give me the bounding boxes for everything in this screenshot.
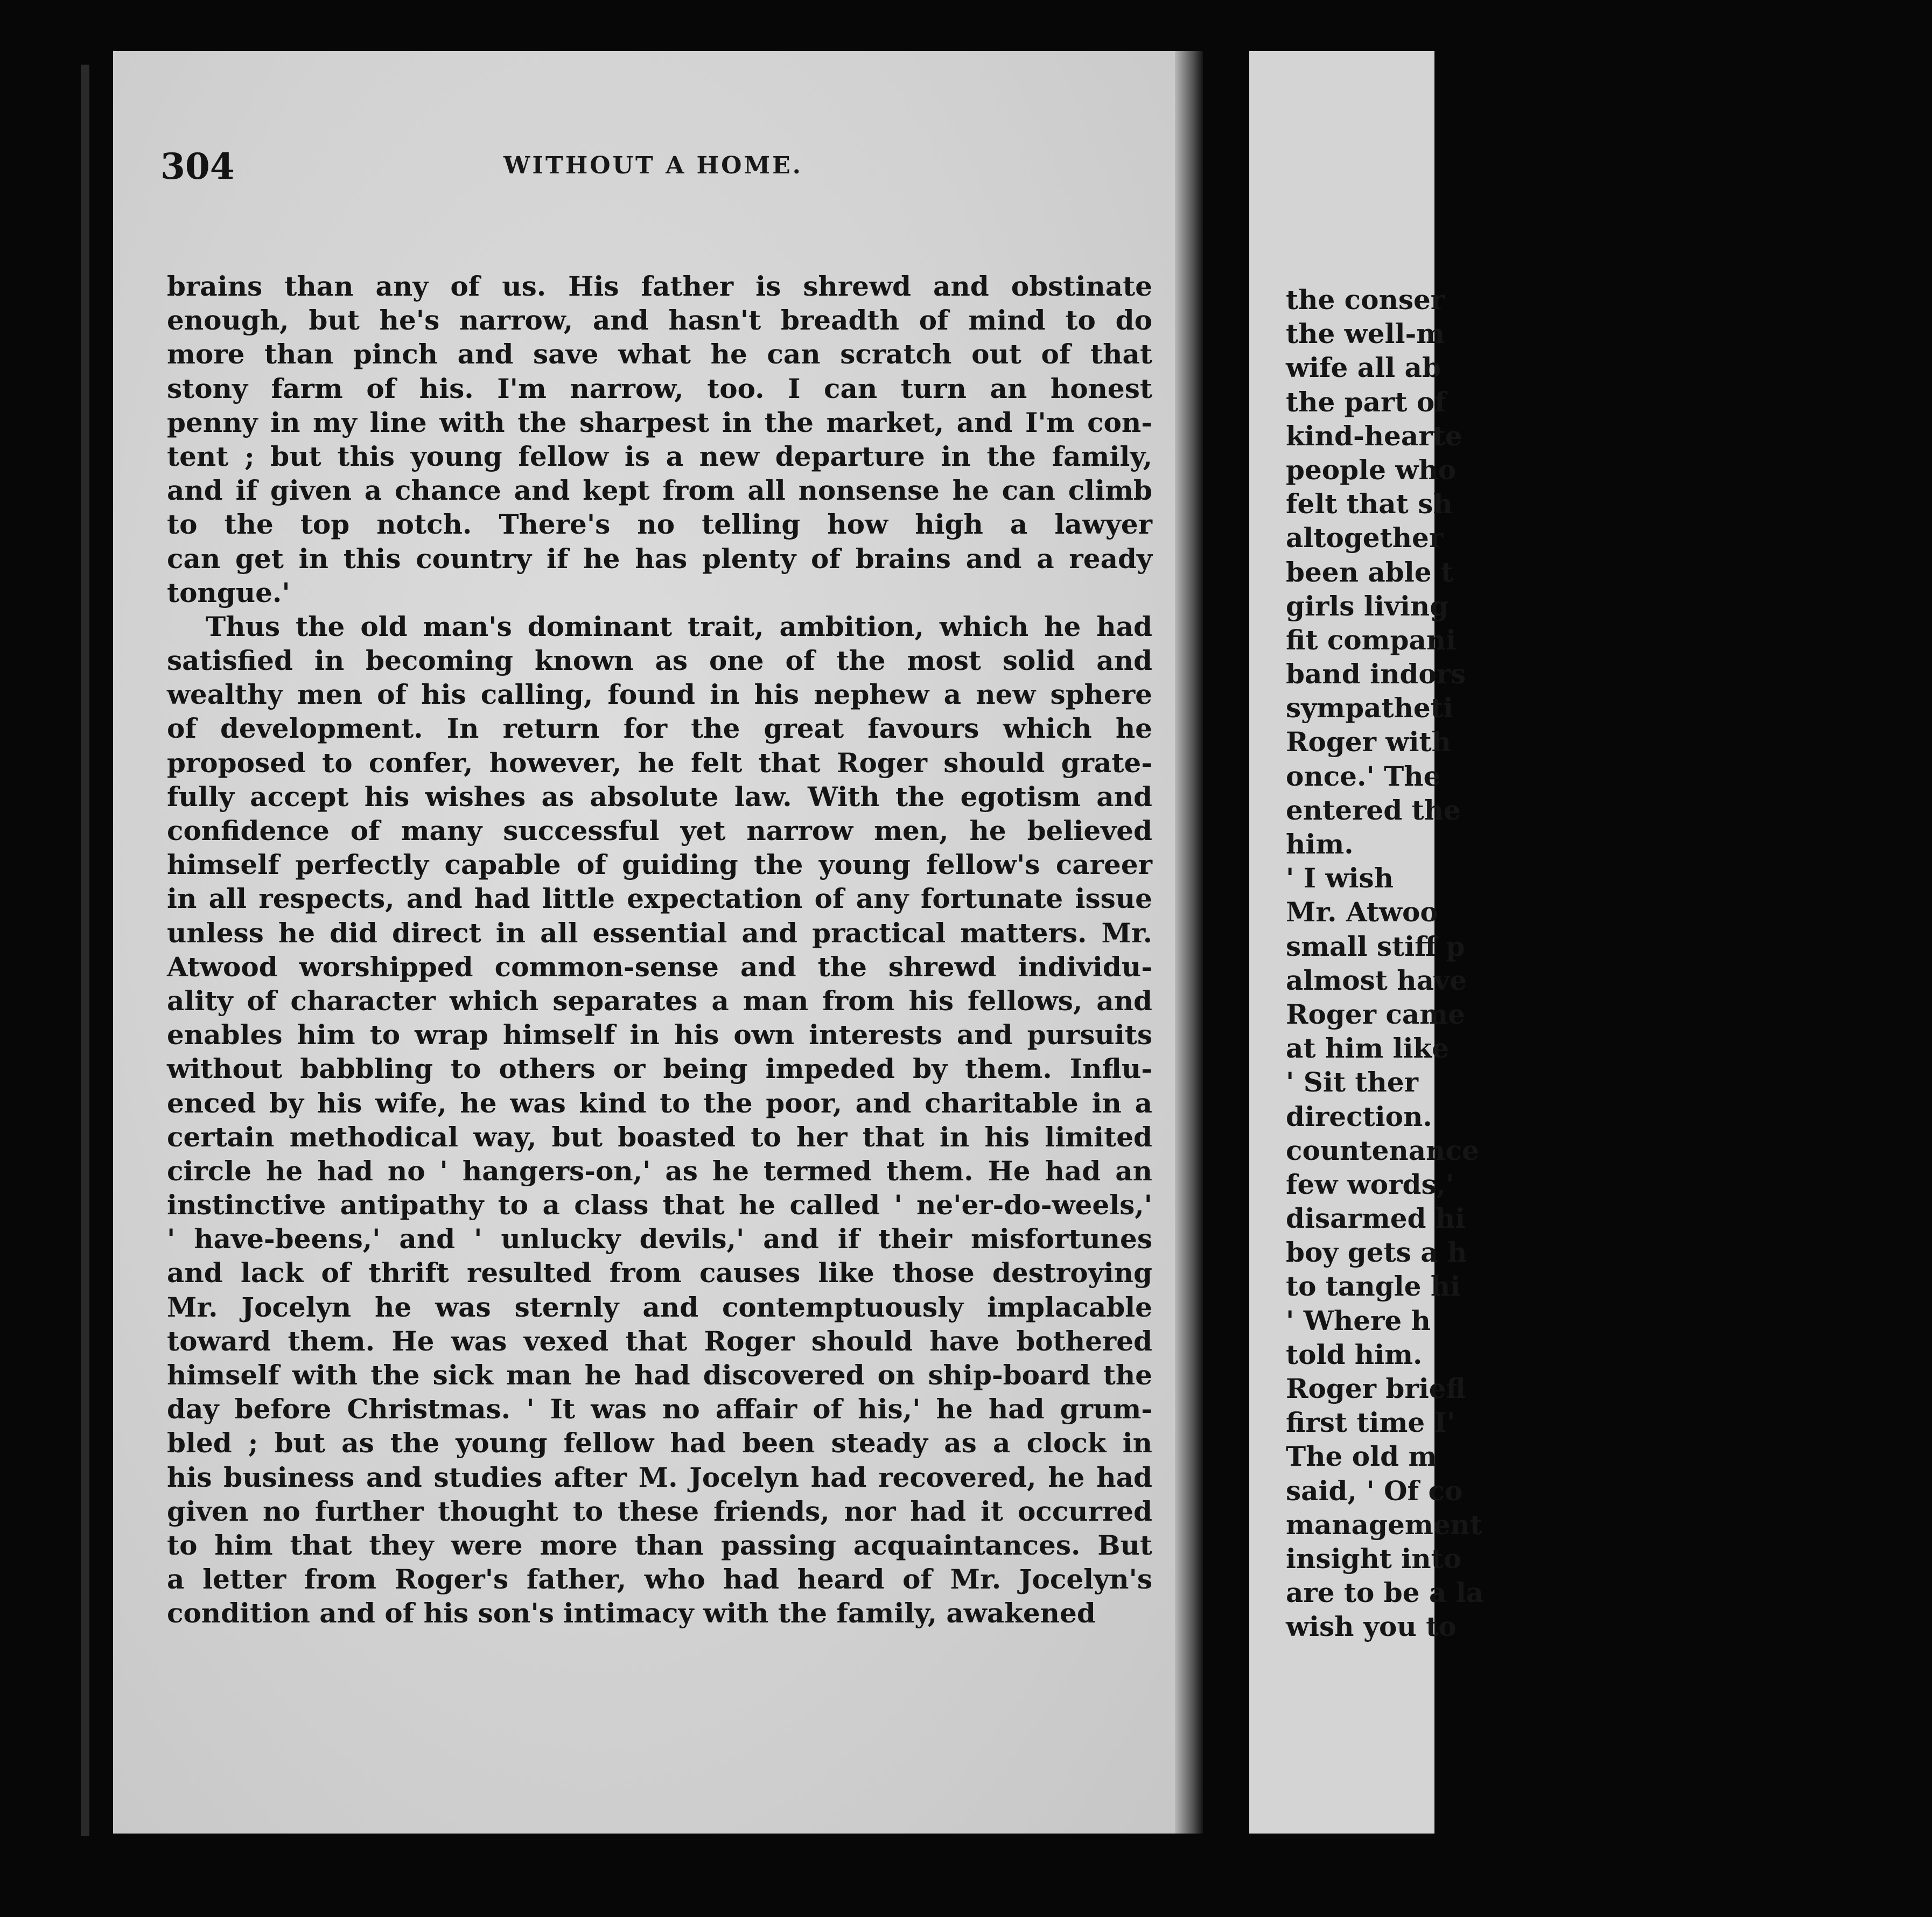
fragment-line: altogether (1286, 522, 1444, 554)
fragment-line: people who (1286, 453, 1457, 486)
fragment-line: entered the (1286, 794, 1461, 826)
fragment-line: insight into (1286, 1542, 1462, 1575)
fragment-line: first time I' (1286, 1407, 1455, 1439)
text-line: enables him to wrap himself in his own interests and pursuits (167, 1019, 1152, 1051)
fragment-line: are to be a la (1286, 1577, 1484, 1609)
text-line: in all respects, and had little expectation of any fortunate issue (167, 883, 1152, 915)
text-line: Mr. Jocelyn he was sternly and contemptuously implacable (167, 1291, 1152, 1323)
page-number: 304 (160, 145, 235, 187)
text-line: without babbling to others or being impeded by them. Influ- (167, 1053, 1152, 1085)
running-head (160, 145, 1146, 221)
text-line: confidence of many successful yet narrow men, he believed (167, 815, 1152, 846)
fragment-line: small stiff p (1286, 930, 1465, 962)
text-line: Thus the old man's dominant trait, ambition, which he had (206, 610, 1152, 642)
text-line: certain methodical way, but boasted to her that in his limited (167, 1121, 1152, 1153)
text-line: Atwood worshipped common-sense and the shrewd individu- (167, 950, 1152, 983)
fragment-line: the part of (1286, 386, 1446, 418)
text-line: ality of character which separates a man from his fellows, and (167, 984, 1152, 1017)
fragment-line: management (1286, 1508, 1482, 1541)
left-binding-edge (81, 65, 89, 1836)
text-line: and if given a chance and kept from all nonsense he can climb (167, 474, 1152, 507)
fragment-line: ' Sit ther (1286, 1066, 1418, 1099)
fragment-line: few words,' (1286, 1168, 1454, 1200)
running-title: WITHOUT A HOME. (503, 152, 803, 179)
fragment-line: the well-m (1286, 318, 1445, 350)
text-line: given no further thought to these friends, nor had it occurred (167, 1495, 1152, 1527)
text-line: satisfied in becoming known as one of the most solid and (167, 645, 1152, 677)
text-line: condition and of his son's intimacy with the family, awakened (167, 1597, 1096, 1629)
book-gutter (1175, 51, 1203, 1834)
right-page-text (1286, 283, 1932, 1644)
fragment-line: the conser (1286, 284, 1445, 316)
fragment-line: Mr. Atwoo (1286, 896, 1438, 928)
text-line: himself with the sick man he had discovered on ship-board the (167, 1359, 1152, 1391)
fragment-line: been able t (1286, 556, 1454, 588)
text-line: bled ; but as the young fellow had been steady as a clock in (167, 1427, 1152, 1459)
fragment-line: boy gets a h (1286, 1236, 1467, 1269)
fragment-line: Roger came (1286, 998, 1465, 1030)
text-line: penny in my line with the sharpest in the market, and I'm con- (167, 406, 1152, 438)
text-line: tent ; but this young fellow is a new departure in the family, (167, 440, 1152, 472)
text-line: fully accept his wishes as absolute law. With the egotism and (167, 780, 1152, 813)
fragment-line: kind-hearte (1286, 419, 1462, 452)
text-line: tongue.' (167, 576, 290, 608)
text-line: more than pinch and save what he can scratch out of that (167, 338, 1152, 370)
body-text (167, 269, 1152, 1631)
fragment-line: him. (1286, 828, 1354, 860)
fragment-line: said, ' Of co (1286, 1474, 1463, 1507)
text-line: brains than any of us. His father is shrewd and obstinate (167, 270, 1152, 302)
text-line: can get in this country if he has plenty of brains and a ready (167, 542, 1152, 575)
fragment-line: Roger briefl (1286, 1373, 1466, 1404)
text-line: enough, but he's narrow, and hasn't breadth of mind to do (167, 304, 1152, 337)
text-line: to him that they were more than passing acquaintances. But (167, 1529, 1152, 1561)
fragment-line: at him like (1286, 1032, 1450, 1065)
text-line: instinctive antipathy to a class that he called ' ne'er-do-weels,' (167, 1189, 1152, 1221)
fragment-line: wife all ab (1286, 352, 1441, 384)
fragment-line: Roger with (1286, 726, 1451, 758)
text-line: proposed to confer, however, he felt that Roger should grate- (167, 746, 1152, 779)
fragment-line: told him. (1286, 1338, 1423, 1370)
fragment-line: ' I wish (1286, 862, 1394, 894)
fragment-line: direction. (1286, 1100, 1432, 1132)
text-line: of development. In return for the great favours which he (167, 712, 1152, 745)
text-line: stony farm of his. I'm narrow, too. I can turn an honest (167, 372, 1152, 404)
text-line: his business and studies after M. Jocelyn had recovered, he had (167, 1461, 1152, 1493)
fragment-line: to tangle hi (1286, 1270, 1461, 1303)
fragment-line: wish you to (1286, 1611, 1457, 1643)
text-line: wealthy men of his calling, found in his nephew a new sphere (167, 678, 1152, 711)
right-page-fragment (1249, 51, 1484, 1834)
fragment-line: girls living (1286, 590, 1449, 622)
fragment-line: sympatheti (1286, 692, 1453, 724)
text-line: circle he had no ' hangers-on,' as he termed them. He had an (167, 1155, 1152, 1187)
text-line: himself perfectly capable of guiding the young fellow's career (167, 849, 1152, 881)
text-line: to the top notch. There's no telling how high a lawyer (167, 508, 1152, 541)
fragment-line: almost have (1286, 964, 1467, 996)
fragment-line: fit compani (1286, 624, 1457, 656)
text-line: ' have-beens,' and ' unlucky devils,' and if their misfortunes (167, 1223, 1152, 1255)
text-line: day before Christmas. ' It was no affair of his,' he had grum- (167, 1393, 1152, 1425)
fragment-line: once.' The (1286, 760, 1441, 792)
text-line: toward them. He was vexed that Roger should have bothered (167, 1325, 1152, 1357)
text-line: and lack of thrift resulted from causes like those destroying (167, 1257, 1152, 1289)
fragment-line: ' Where h (1286, 1304, 1431, 1337)
fragment-line: felt that sh (1286, 488, 1453, 520)
text-line: a letter from Roger's father, who had heard of Mr. Jocelyn's (167, 1563, 1152, 1596)
fragment-line: countenance (1286, 1134, 1479, 1166)
fragment-line: disarmed hi (1286, 1202, 1466, 1235)
text-line: enced by his wife, he was kind to the poor, and charitable in a (167, 1087, 1152, 1119)
fragment-line: band indors (1286, 658, 1466, 690)
text-line: unless he did direct in all essential and practical matters. Mr. (167, 916, 1152, 949)
fragment-line: The old m (1286, 1440, 1437, 1473)
